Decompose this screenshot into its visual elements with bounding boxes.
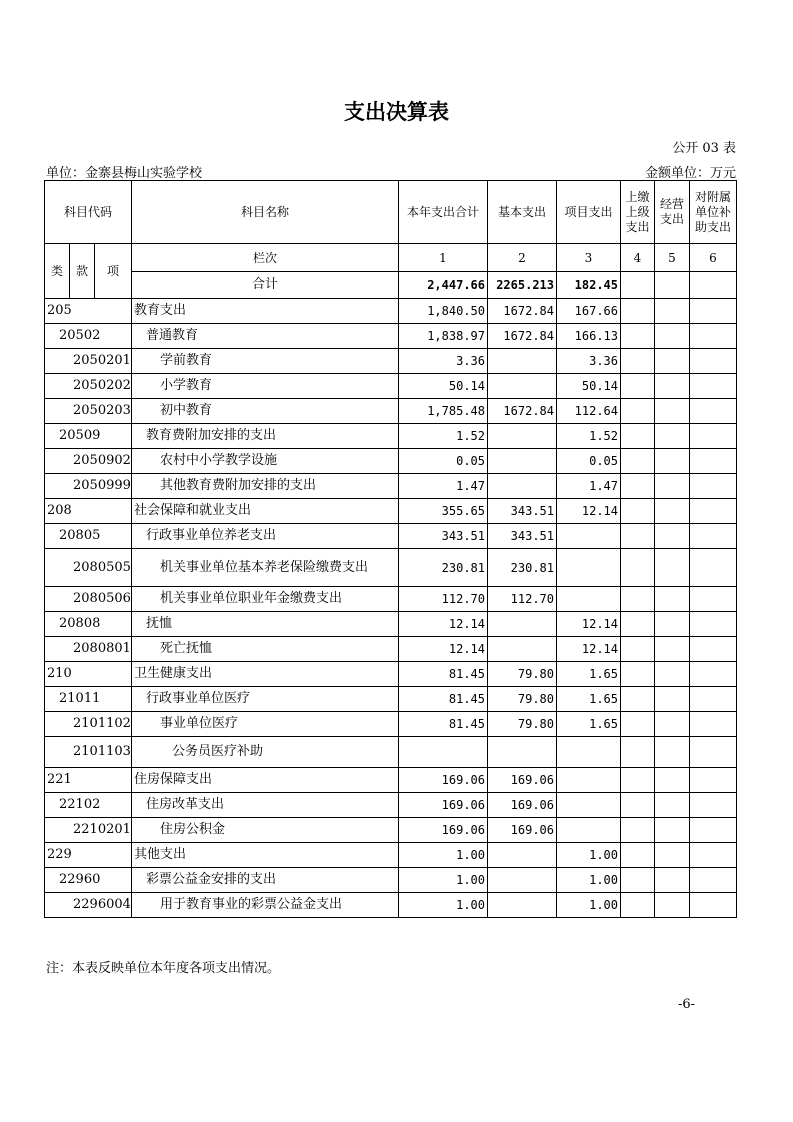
unit-label: 单位：金寨县梅山实验学校: [46, 166, 203, 181]
project-expenditure: 0.05: [557, 449, 621, 474]
subsidy-expenditure: [690, 424, 737, 449]
basic-expenditure: [488, 637, 557, 662]
project-expenditure: [557, 524, 621, 549]
subject-code: 2101103: [45, 737, 132, 768]
subject-code: 2080505: [45, 549, 132, 587]
subject-code: 2050902: [45, 449, 132, 474]
project-expenditure: [557, 818, 621, 843]
project-header: 项目支出: [557, 181, 621, 244]
total-expenditure: 1,785.48: [399, 399, 488, 424]
subject-name: 住房保障支出: [132, 768, 399, 793]
subsidy-expenditure: [690, 637, 737, 662]
subject-code: 2050999: [45, 474, 132, 499]
subject-code: 205: [45, 299, 132, 324]
total-expenditure: 112.70: [399, 587, 488, 612]
expenditure-table: [44, 180, 737, 918]
subject-name: 小学教育: [132, 374, 399, 399]
basic-expenditure: [488, 868, 557, 893]
basic-header: 基本支出: [488, 181, 557, 244]
basic-expenditure: [488, 374, 557, 399]
business-expenditure: [655, 549, 690, 587]
project-expenditure: 1.65: [557, 687, 621, 712]
project-expenditure: 1.47: [557, 474, 621, 499]
total-header: 本年支出合计: [399, 181, 488, 244]
basic-expenditure: 1672.84: [488, 324, 557, 349]
table-row: [45, 662, 737, 687]
turnin-expenditure: [621, 349, 655, 374]
total-expenditure: 169.06: [399, 818, 488, 843]
col-1: 1: [399, 244, 488, 272]
subject-code: 20808: [45, 612, 132, 637]
subsidy-expenditure: [690, 587, 737, 612]
table-row: [45, 499, 737, 524]
subsidy-expenditure: [690, 712, 737, 737]
subject-name: 社会保障和就业支出: [132, 499, 399, 524]
business-expenditure: [655, 399, 690, 424]
subject-name: 事业单位医疗: [132, 712, 399, 737]
table-row: [45, 549, 737, 587]
basic-expenditure: 169.06: [488, 768, 557, 793]
sum-project: 182.45: [557, 272, 621, 299]
total-expenditure: 1,838.97: [399, 324, 488, 349]
project-expenditure: [557, 549, 621, 587]
subsidy-expenditure: [690, 662, 737, 687]
turnin-expenditure: [621, 587, 655, 612]
turnin-expenditure: [621, 499, 655, 524]
subject-name: 死亡抚恤: [132, 637, 399, 662]
table-row: [45, 843, 737, 868]
table-row: [45, 818, 737, 843]
col-2: 2: [488, 244, 557, 272]
total-expenditure: 1,840.50: [399, 299, 488, 324]
turnin-expenditure: [621, 662, 655, 687]
turnin-expenditure: [621, 474, 655, 499]
subsidy-expenditure: [690, 687, 737, 712]
subsidy-expenditure: [690, 299, 737, 324]
project-expenditure: 1.00: [557, 843, 621, 868]
turnin-expenditure: [621, 793, 655, 818]
project-expenditure: 166.13: [557, 324, 621, 349]
subject-name: 彩票公益金安排的支出: [132, 868, 399, 893]
subsidy-expenditure: [690, 524, 737, 549]
table-row: [45, 299, 737, 324]
subject-name: 普通教育: [132, 324, 399, 349]
project-expenditure: 3.36: [557, 349, 621, 374]
turnin-expenditure: [621, 637, 655, 662]
table-row: [45, 868, 737, 893]
basic-expenditure: 343.51: [488, 499, 557, 524]
basic-expenditure: [488, 612, 557, 637]
basic-expenditure: 343.51: [488, 524, 557, 549]
table-row: [45, 374, 737, 399]
subsidy-expenditure: [690, 612, 737, 637]
table-row: [45, 893, 737, 918]
form-number: 公开 03 表: [672, 141, 736, 156]
table-row: [45, 612, 737, 637]
project-expenditure: 1.65: [557, 662, 621, 687]
subject-code: 22102: [45, 793, 132, 818]
project-expenditure: 1.00: [557, 893, 621, 918]
project-expenditure: 1.52: [557, 424, 621, 449]
business-expenditure: [655, 637, 690, 662]
subject-name: 其他教育费附加安排的支出: [132, 474, 399, 499]
total-expenditure: 169.06: [399, 793, 488, 818]
total-expenditure: 50.14: [399, 374, 488, 399]
business-expenditure: [655, 737, 690, 768]
subject-name: 机关事业单位职业年金缴费支出: [132, 587, 399, 612]
business-expenditure: [655, 587, 690, 612]
subject-code: 20509: [45, 424, 132, 449]
total-expenditure: 81.45: [399, 687, 488, 712]
subject-name: 教育支出: [132, 299, 399, 324]
project-expenditure: [557, 768, 621, 793]
table-row: [45, 524, 737, 549]
basic-expenditure: [488, 349, 557, 374]
turnin-expenditure: [621, 712, 655, 737]
turnin-expenditure: [621, 893, 655, 918]
business-expenditure: [655, 474, 690, 499]
subsidy-expenditure: [690, 449, 737, 474]
turnin-expenditure: [621, 324, 655, 349]
total-expenditure: 12.14: [399, 612, 488, 637]
turnin-expenditure: [621, 549, 655, 587]
basic-expenditure: 230.81: [488, 549, 557, 587]
total-expenditure: 355.65: [399, 499, 488, 524]
page-title: 支出决算表: [344, 100, 449, 124]
subject-name: 初中教育: [132, 399, 399, 424]
col-3: 3: [557, 244, 621, 272]
total-expenditure: 1.47: [399, 474, 488, 499]
sum-subsidy: [690, 272, 737, 299]
project-expenditure: [557, 793, 621, 818]
table-row: [45, 737, 737, 768]
business-expenditure: [655, 712, 690, 737]
subject-code: 21011: [45, 687, 132, 712]
basic-expenditure: [488, 449, 557, 474]
business-expenditure: [655, 893, 690, 918]
table-row: [45, 587, 737, 612]
code-header: 科目代码: [45, 181, 132, 244]
business-expenditure: [655, 868, 690, 893]
business-expenditure: [655, 768, 690, 793]
turnin-expenditure: [621, 449, 655, 474]
amount-unit: 金额单位：万元: [644, 166, 736, 181]
subsidy-expenditure: [690, 843, 737, 868]
subsidy-header: 对附属单位补助支出: [690, 181, 737, 244]
project-expenditure: 12.14: [557, 612, 621, 637]
name-header: 科目名称: [132, 181, 399, 244]
total-expenditure: 169.06: [399, 768, 488, 793]
project-expenditure: 1.65: [557, 712, 621, 737]
subject-code: 208: [45, 499, 132, 524]
table-row: [45, 712, 737, 737]
subject-code: 221: [45, 768, 132, 793]
table-row: [45, 399, 737, 424]
sum-label: 合计: [132, 272, 399, 299]
subject-name: 抚恤: [132, 612, 399, 637]
business-expenditure: [655, 524, 690, 549]
subsidy-expenditure: [690, 737, 737, 768]
sum-basic: 2265.213: [488, 272, 557, 299]
subject-code: 2210201: [45, 818, 132, 843]
turnin-expenditure: [621, 524, 655, 549]
subject-code: 2050203: [45, 399, 132, 424]
turnin-header: 上缴上级支出: [621, 181, 655, 244]
business-expenditure: [655, 499, 690, 524]
basic-expenditure: 112.70: [488, 587, 557, 612]
subject-name: 公务员医疗补助: [132, 737, 399, 768]
subsidy-expenditure: [690, 768, 737, 793]
footnote: 注：本表反映单位本年度各项支出情况。: [46, 961, 281, 976]
column-index-row: [45, 244, 737, 272]
subject-code: 2296004: [45, 893, 132, 918]
subject-name: 学前教育: [132, 349, 399, 374]
business-expenditure: [655, 662, 690, 687]
turnin-expenditure: [621, 399, 655, 424]
subject-name: 行政事业单位养老支出: [132, 524, 399, 549]
table-row: [45, 687, 737, 712]
subsidy-expenditure: [690, 818, 737, 843]
table-row: [45, 768, 737, 793]
subject-code: 2050201: [45, 349, 132, 374]
subject-name: 卫生健康支出: [132, 662, 399, 687]
project-expenditure: 12.14: [557, 499, 621, 524]
xiang-header: 项: [95, 244, 132, 299]
subject-name: 住房公积金: [132, 818, 399, 843]
subject-code: 20502: [45, 324, 132, 349]
business-expenditure: [655, 374, 690, 399]
turnin-expenditure: [621, 374, 655, 399]
total-expenditure: 1.00: [399, 893, 488, 918]
business-expenditure: [655, 818, 690, 843]
subject-code: 2050202: [45, 374, 132, 399]
subject-name: 教育费附加安排的支出: [132, 424, 399, 449]
kuan-header: 款: [70, 244, 95, 299]
project-expenditure: 50.14: [557, 374, 621, 399]
total-expenditure: 81.45: [399, 662, 488, 687]
sum-turnin: [621, 272, 655, 299]
business-expenditure: [655, 299, 690, 324]
header-row: [45, 181, 737, 244]
subject-name: 农村中小学教学设施: [132, 449, 399, 474]
subject-name: 用于教育事业的彩票公益金支出: [132, 893, 399, 918]
total-expenditure: 0.05: [399, 449, 488, 474]
subsidy-expenditure: [690, 868, 737, 893]
subsidy-expenditure: [690, 349, 737, 374]
business-expenditure: [655, 324, 690, 349]
page-number: -6-: [678, 997, 696, 1012]
sum-business: [655, 272, 690, 299]
subsidy-expenditure: [690, 324, 737, 349]
total-expenditure: 3.36: [399, 349, 488, 374]
subject-code: 22960: [45, 868, 132, 893]
business-expenditure: [655, 612, 690, 637]
subject-code: 2080801: [45, 637, 132, 662]
turnin-expenditure: [621, 737, 655, 768]
lei-header: 类: [45, 244, 70, 299]
project-expenditure: 167.66: [557, 299, 621, 324]
business-expenditure: [655, 424, 690, 449]
col-4: 4: [621, 244, 655, 272]
turnin-expenditure: [621, 843, 655, 868]
col-6: 6: [690, 244, 737, 272]
table-row: [45, 793, 737, 818]
basic-expenditure: [488, 843, 557, 868]
total-expenditure: 1.00: [399, 868, 488, 893]
total-expenditure: 81.45: [399, 712, 488, 737]
turnin-expenditure: [621, 868, 655, 893]
subject-code: 229: [45, 843, 132, 868]
subsidy-expenditure: [690, 474, 737, 499]
total-expenditure: 1.00: [399, 843, 488, 868]
total-row: [45, 272, 737, 299]
table-row: [45, 349, 737, 374]
table-row: [45, 474, 737, 499]
business-expenditure: [655, 687, 690, 712]
subsidy-expenditure: [690, 399, 737, 424]
turnin-expenditure: [621, 612, 655, 637]
basic-expenditure: 79.80: [488, 662, 557, 687]
basic-expenditure: 169.06: [488, 818, 557, 843]
project-expenditure: 12.14: [557, 637, 621, 662]
business-expenditure: [655, 843, 690, 868]
basic-expenditure: [488, 424, 557, 449]
basic-expenditure: 79.80: [488, 712, 557, 737]
subject-code: 2080506: [45, 587, 132, 612]
business-expenditure: [655, 349, 690, 374]
basic-expenditure: 1672.84: [488, 299, 557, 324]
turnin-expenditure: [621, 768, 655, 793]
project-expenditure: 112.64: [557, 399, 621, 424]
subsidy-expenditure: [690, 374, 737, 399]
total-expenditure: 1.52: [399, 424, 488, 449]
lanci-label: 栏次: [132, 244, 399, 272]
basic-expenditure: 169.06: [488, 793, 557, 818]
subject-name: 行政事业单位医疗: [132, 687, 399, 712]
subsidy-expenditure: [690, 793, 737, 818]
subject-code: 2101102: [45, 712, 132, 737]
total-expenditure: 12.14: [399, 637, 488, 662]
subsidy-expenditure: [690, 893, 737, 918]
col-5: 5: [655, 244, 690, 272]
table-row: [45, 637, 737, 662]
total-expenditure: 230.81: [399, 549, 488, 587]
subsidy-expenditure: [690, 549, 737, 587]
basic-expenditure: 79.80: [488, 687, 557, 712]
basic-expenditure: [488, 737, 557, 768]
total-expenditure: 343.51: [399, 524, 488, 549]
business-expenditure: [655, 793, 690, 818]
basic-expenditure: [488, 474, 557, 499]
total-expenditure: [399, 737, 488, 768]
turnin-expenditure: [621, 687, 655, 712]
table-row: [45, 424, 737, 449]
project-expenditure: 1.00: [557, 868, 621, 893]
basic-expenditure: [488, 893, 557, 918]
turnin-expenditure: [621, 299, 655, 324]
subject-code: 20805: [45, 524, 132, 549]
business-expenditure: [655, 449, 690, 474]
turnin-expenditure: [621, 424, 655, 449]
subject-name: 住房改革支出: [132, 793, 399, 818]
subject-name: 机关事业单位基本养老保险缴费支出: [132, 549, 399, 587]
basic-expenditure: 1672.84: [488, 399, 557, 424]
sum-total: 2,447.66: [399, 272, 488, 299]
project-expenditure: [557, 737, 621, 768]
subject-name: 其他支出: [132, 843, 399, 868]
subsidy-expenditure: [690, 499, 737, 524]
project-expenditure: [557, 587, 621, 612]
turnin-expenditure: [621, 818, 655, 843]
table-row: [45, 449, 737, 474]
table-row: [45, 324, 737, 349]
business-header: 经营支出: [655, 181, 690, 244]
subject-code: 210: [45, 662, 132, 687]
